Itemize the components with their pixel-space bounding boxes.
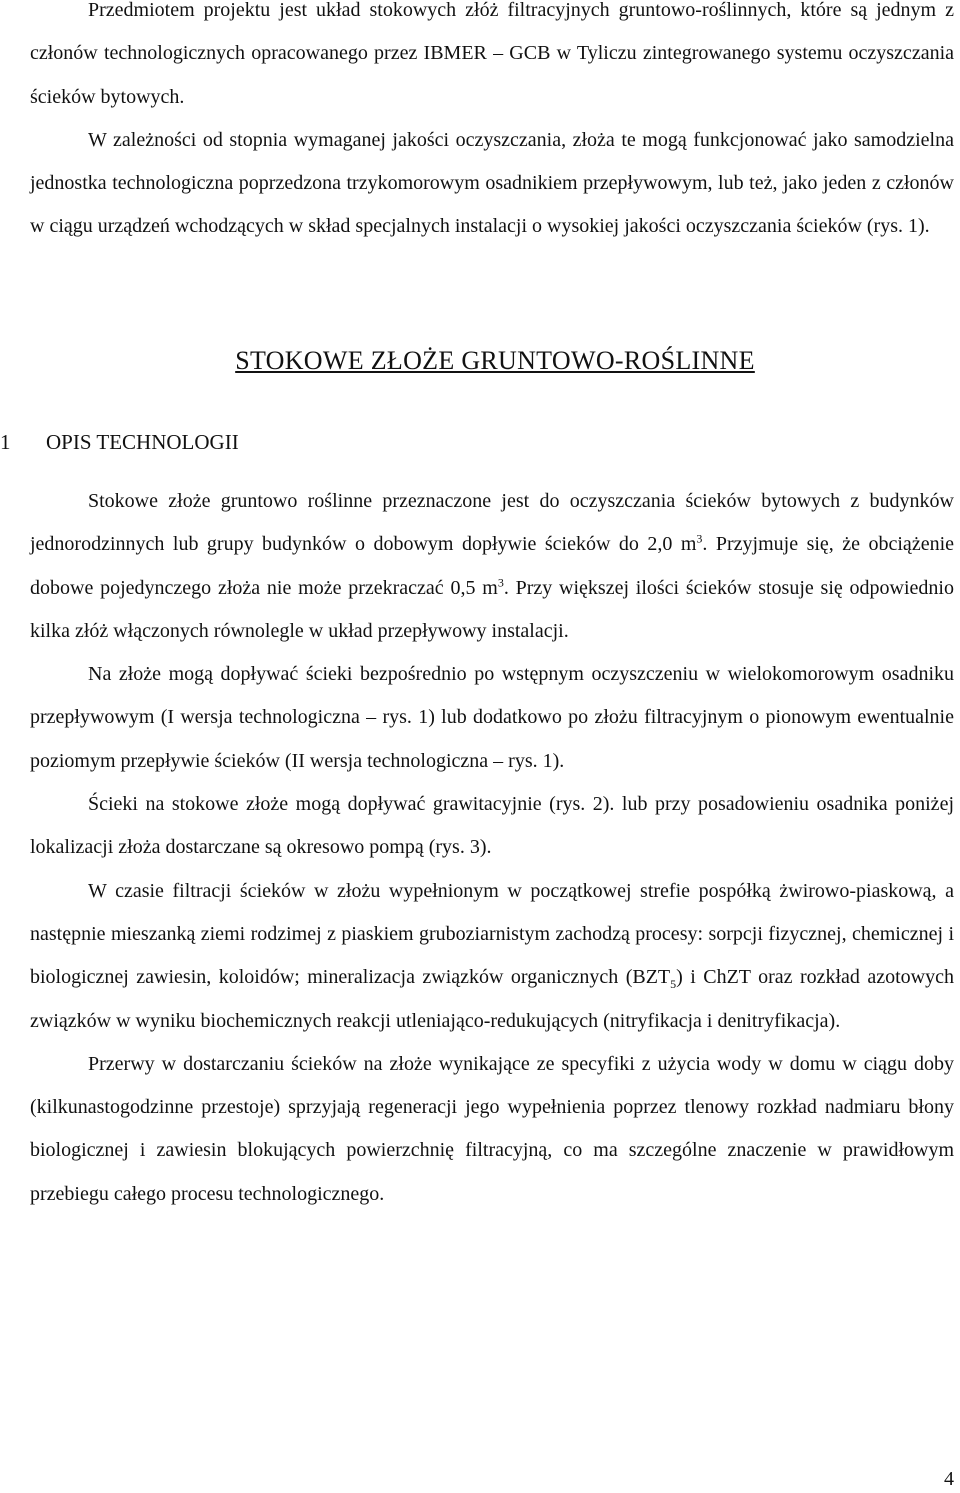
p3-superscript: 3: [696, 531, 703, 546]
body-paragraph-3: [30, 480, 954, 653]
page-number: 4: [944, 1468, 954, 1490]
intro-block: [30, 0, 954, 249]
p3-text-b: . Przyjmuje się, że obciążenie dobowe pojedynczego złoża nie może przekraczać 0,5 m: [30, 533, 955, 599]
body-block: [30, 480, 954, 1216]
intro-paragraph-2: W zależności od stopnia wymaganej jakości oczyszczania, złoża te mogą funkcjonować jako samodzielna jednostka technologiczna poprzedzona trzykomorowym osadnikiem przepływowym, lub też, jako jeden z członów w ciągu urządzeń wchodzących w skład specjalnych instalacji o wysokiej jakości oczyszczania ścieków (rys. 1).: [30, 128, 954, 238]
body-paragraph-5: Ścieki na stokowe złoże mogą dopływać grawitacyjnie (rys. 2). lub przy posadowieniu osadnika poniżej lokalizacji złoża dostarczane są okresowo pompą (rys. 3).: [30, 793, 954, 859]
p6-text-a: W czasie filtracji ścieków w złożu wypełnionym w początkowej strefie pospółką żwirowo-piaskową, a następnie mieszanką ziemi rodzimej z piaskiem gruboziarnistym zachodzą procesy: sorpcji fizycznej, chemicznej i biologicznej zawiesin, koloidów; mineralizacja związków organicznych (BZT: [30, 879, 954, 989]
p6-subscript: 5: [670, 977, 677, 992]
section-title: OPIS TECHNOLOGII: [46, 430, 239, 454]
body-paragraph-7: Przerwy w dostarczaniu ścieków na złoże wynikające ze specyfiki z użycia wody w domu w ciągu doby (kilkunastogodzinne przestoje) sprzyjają regeneracji jego wypełnienia poprzez tlenowy rozkład nadmiaru błony biologicznej i zawiesin blokujących powierzchnię filtracyjną, co ma szczególne znaczenie w prawidłowym przebiegu całego procesu technologicznego.: [30, 1052, 954, 1205]
p3-text-a: Stokowe złoże gruntowo roślinne przeznaczone jest do oczyszczania ścieków bytowych z budynków jednorodzinnych lub grupy budynków o dobowym dopływie ścieków do 2,0 m: [30, 490, 954, 556]
section-number: 1: [0, 430, 11, 454]
main-heading: STOKOWE ZŁOŻE GRUNTOWO-ROŚLINNE: [235, 346, 755, 375]
p3-text-c: . Przy większej ilości ścieków stosuje się odpowiednio kilka złóż włączonych równolegle w układ przepływowy instalacji.: [30, 576, 954, 642]
p6-text-b: ) i ChZT oraz rozkład azotowych związków w wyniku biochemicznych reakcji utleniająco-redukujących (nitryfikacja i denitryfikacja).: [30, 966, 954, 1032]
p3-superscript-2: 3: [497, 574, 504, 589]
intro-paragraph-1: Przedmiotem projektu jest układ stokowych złóż filtracyjnych gruntowo-roślinnych, które są jednym z członów technologicznych opracowanego przez IBMER – GCB w Tyliczu zintegrowanego systemu oczyszczania ścieków bytowych.: [30, 0, 954, 108]
body-paragraph-4: Na złoże mogą dopływać ścieki bezpośrednio po wstępnym oczyszczeniu w wielokomorowym osadniku przepływowym (I wersja technologiczna – rys. 1) lub dodatkowo po złożu filtracyjnym o pionowym ewentualnie poziomym przepływie ścieków (II wersja technologiczna – rys. 1).: [30, 663, 954, 772]
body-paragraph-6: [30, 870, 954, 1043]
